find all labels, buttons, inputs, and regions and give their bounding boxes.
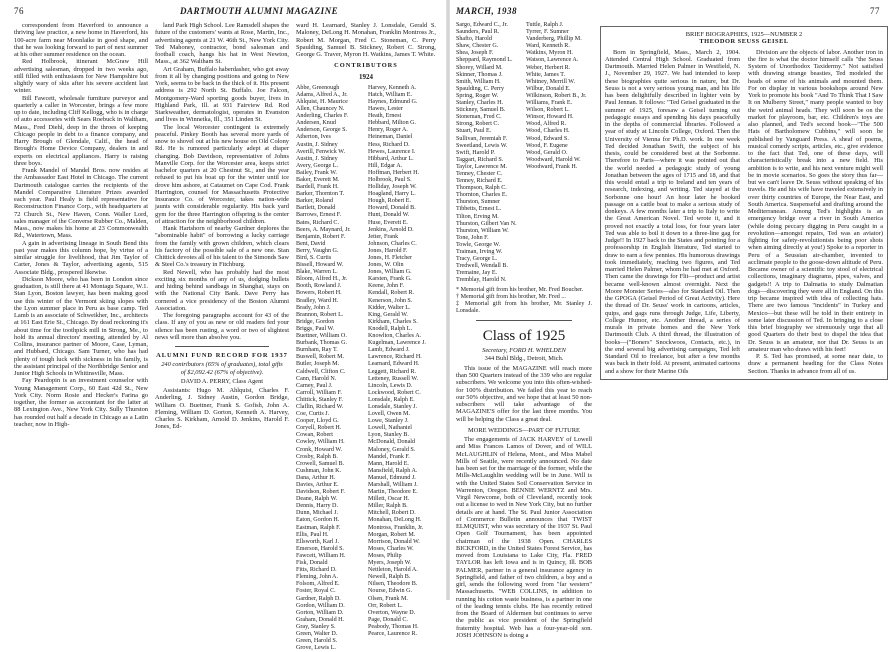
list-item: Lincoln, Lewis D. — [368, 382, 413, 389]
list-item: Henry, Roger A. — [368, 127, 408, 134]
list-item: Davies, Arthur E. — [296, 482, 339, 488]
list-item: Hoagland, Harry L. — [368, 191, 416, 198]
list-item: Sargo, Edward C., Jr. — [456, 22, 508, 28]
list-item: Bird, S. Curtis — [296, 255, 332, 261]
list-item: Harvey, Kenneth A. — [368, 84, 417, 91]
list-item: Jetter, Frank — [368, 233, 399, 240]
list-item: Huse, Everett E. — [368, 219, 408, 226]
secretary-address: 344 Buhl Bldg., Detroit, Mich. — [484, 354, 564, 362]
fund-record-heading: ALUMNI FUND RECORD FOR 1937 — [156, 352, 288, 359]
paragraph: The foregoing paragraphs account for 43 of the class. If any of you as new or old readers fed your silence has been rusting, a word or two of slightest news will more than absolve you. — [155, 312, 289, 341]
list-item: Moses, Charles W. — [368, 545, 414, 552]
list-item: Crowell, Samuel B. — [296, 460, 345, 467]
paragraph: land Park High School. Lee Ramsdell shapes the future of the customers' wants at Rose, Martin, Inc., advertising agents at 21 W. 46th St., New York City. Ted Mahoney, contractor, bond salesman and football coach, hangs his hat in West Newton, Mass., at 362 Waltham St. — [155, 22, 289, 66]
list-item: Briggs, Paul W. — [296, 325, 335, 332]
list-item: Vanderberg, Phillip M. — [526, 36, 582, 43]
paragraph: The engagements of JACK HARVEY of Lowell and Miss Frances Lamos of Dover, and of WILL McLAUGHLIN of Helena, Mont., and Miss Mabel Mills of Seattle, were recently announced. No date has been set for the marriage of the former, while the Mills-McLaughlin wedding will be in June. Will is with the United States Soil Conservation Service in Warrenton, Oregon. BENNIE WERNTZ and Mrs. Virgil Newcome, both of Cleveland, recently took out a license to wed in New York City, but no further details are at hand. The St. Paul Junior Association of Commerce Bulletin announces that TWIST ELMQUIST, who was secretary of the 1937 St. Paul Open Golf Tournament, has been appointed chairman of the 1938 Open. CHARLES BICKFORD, in the United States Forest Service, has moved from Louisiana to Lake City, Fla. FRED TAYLOR has left Iowa and is in Quincy, Ill. BOB PALMER, partner in a general insurance agency in Springfield, and father of two children, a boy and a girl, sends the following word from "far western" Massachusetts. "WEB COLLINS, in addition to running his cotton waste business, is a partner in one of the leading tennis clubs. He has recently retired from the Board of Aldermen but continues to serve the public as vice president of the Springfield fraternity hospital. Web has a four-year-old son. JOSH JOHNSON is doing a — [456, 436, 592, 639]
list-item: Tyrrer, F. Sumner — [526, 29, 569, 36]
list-item: Bissell, Howard W. — [296, 262, 344, 269]
right-biography-area — [600, 22, 888, 596]
list-item: Fleming, John A. — [296, 574, 338, 581]
list-item: Stuart, Paul E. — [456, 128, 492, 135]
list-item: Monahan, DeLong H. — [368, 517, 422, 524]
list-item: Cowan, Robert — [296, 432, 333, 439]
page-number: 76 — [14, 6, 24, 16]
list-item: Emerson, Harold S. — [296, 545, 345, 552]
list-item: Crosby, Ralph B. — [296, 453, 338, 460]
list-item: Lonsdale, Stanley J. — [368, 403, 418, 410]
paragraph: Division are the objects of labor. Another iron in the fire is what the doctor himself calls "the Seuss System of Unorthodox Taxidermy." Not satisfied with drawing strange beasties, Ted modeled the heads of some of his animals and mounted them. For on display in various bookshops around New York to promote his book "And To Think That I Saw It on Mulberry Street," many people wanted to buy the weird animal heads. They will soon be on the market for playroom, bar, etc. Children's toys are also planned, and Ted's second book—"The 500 Hats of Bartholomew Cubbins," will soon be published by Vanguard Press. A sheaf of poems, musical comedy scripts, articles, etc., give evidence to the fact that Ted, one of these days, will characteristically break into a new field. His ambition is to write, and his next venture might well be in movie scenarios. So goes the story thus far—but we can't leave Dr. Seuss without speaking of his travels. He and his wife have traveled extensively in over thirty countries of Europe, the Near East, and South America. Suspenseful and drafting around the Mediterranean. Among Ted's highlights is an emergency bridge over a river in South America (while doing peccary digging in Peru caught in a revolution—amongst repairs, Ted was an aviator) fighting for safety-revolutionists being poor shots when aiming directly at you!) Spoke to a reporter in Peru of a Seussian air-chamber, invented to acclimate people to the goose-down altitude of Peru. Became owner of a scientific toy stool of electrical collections, imaginary diagrams, pipes, valves, and gadgets!! A trip to Dalmatia to study Dalmatian dogs—discovering they were all in England. On this trip became inspired with idea of collecting hats. There are two famous "incidents" in Turkey and Mexico—but these will be told in their entirety in some later discussion of Ted. In bringing to a close this brief biography we strenuously urge that all good Quarters do their best to dispel the idea that Dr. Seuss is an amateur, nor that Dr. Seuss is an amateur man who draws with his feet! — [748, 48, 884, 353]
running-title: DARTMOUTH ALUMNI MAGAZINE — [180, 6, 339, 16]
list-item: Mansfield, Ralph A. — [368, 467, 418, 474]
list-item: Tremblay, Harold N. — [456, 277, 507, 284]
list-item: Sullivan, Jeremiah F. — [456, 135, 508, 142]
list-item: Barker, Roland — [296, 198, 333, 205]
list-item: Olsen, Frank M. — [368, 595, 408, 602]
list-item: Baker, Everett M. — [296, 176, 340, 183]
list-item: Caldwell, Clifton C. — [296, 368, 346, 375]
left-column-1 — [14, 22, 148, 596]
biography-series-heading: BRIEF BIOGRAPHIES, 1925—NUMBER 2 — [685, 31, 803, 38]
list-item: Brady, John J. — [296, 304, 331, 311]
list-item: Ward, Kenneth R. — [526, 43, 570, 50]
list-item: Moses, Philip — [368, 552, 402, 559]
list-item: Kugelman, Lawrence J. — [368, 340, 426, 347]
list-item: Sheppard, Raymond L. — [456, 57, 513, 64]
list-item: Dunn, Michael J. — [296, 510, 338, 517]
list-item: Averill, Fenwick W. — [296, 148, 345, 155]
list-item: Spring, Roger W. — [456, 92, 499, 99]
list-item: Tilton, Erving M. — [456, 213, 499, 220]
list-item: Overton, Wayne D. — [368, 609, 416, 616]
list-item: Weber, Herbert R. — [526, 64, 571, 71]
list-item: Bowers, Robert H. — [296, 290, 342, 297]
list-item: Thurston, Sumner — [456, 199, 501, 206]
list-item: Cronk, Howard W. — [296, 446, 343, 453]
page-number: 77 — [870, 6, 880, 16]
contributors-heading: CONTRIBUTORS — [334, 62, 398, 70]
list-item: Hoffman, Herbert H. — [368, 169, 419, 176]
list-item: Hibbard, Arthur L. — [368, 155, 414, 162]
list-item: Tuttle, Ralph J. — [526, 22, 564, 28]
list-item: Stickney, Samuel B. — [456, 107, 506, 114]
contributors-column-a — [296, 85, 364, 652]
list-item: Green, Harold S. — [296, 638, 338, 645]
list-item: Hawes, Lester — [368, 106, 403, 113]
class-secretary: Secretary, FORD H. WHELDEN — [482, 347, 566, 355]
biography-subject: THEODOR SEUSS GEISEL — [699, 38, 789, 46]
paragraph: Art Graham, Buffalo haberdasher, who got away from it all by changing positions and going to New York, seems to be back in the thick of it. His present address is 292 North St. Buffalo. Joe Falcon, Montgomery-Ward sporting goods buyer, lives in Highland Park, Ill. at 931 Fairview Rd. Rod Starkweather, dermatologist, operates in Evanston and lives in Winnetka, Ill., 351 Linden St. — [155, 65, 289, 124]
list-item: Stoneman, Fred C. — [456, 114, 502, 121]
divider — [175, 346, 269, 347]
list-item: Orr, Robert L. — [368, 602, 403, 609]
list-item: Lowell, Nathaniel — [368, 425, 412, 432]
list-item: Green, Walter D. — [296, 630, 338, 637]
paragraph: Born in Springfield, Mass., March 2, 1904. Attended Central High School. Graduated from Dartmouth. Married Helen Palmer in Westfield, N. J., November 29, 1927. We had intended to keep these biographies quite serious in nature, but Dr. Seuss is not a very serious young man, and his life has been delightfully described in lighter vein by Paul Jennan. It follows: "Ted Geisel graduated in the summer of 1925, foresaw a Geisel turning out pedagogic essays and spending his days peacefully in the depths of commercial libraries. Followed a year of study at Lincoln College, Oxford. Then the University of Vienna for Ph.D. work. In one week Ted decided Jonathan Swift, the subject of his thesis, could be considered best at the Sorbonne. Therefore to Paris—where it was pointed out that the world needed a pedagogic study of young Jonathan between the ages of 1715 and 18, and that this would entail a trip to Ireland and ten years of research, indexing, and writing. Ted stayed at the Sorbonne one hour! An hour later he booked passage on a cattle boat to make a serious study of donkeys. A few months later a trip to Italy to write the Great American Novel. Ted wrote it, and it proved not exactly a total loss, for four years later Ted was able to boil it down to a three-line gag for Judge!! In 1927 back to the States and pointing for a professorship in English literature, Ted started to draw to earn a few pennies. His humorous drawings took immediately, reaching two figures, and Ted married Helen Palmer, whom he had met at Oxford. Then came the drawings for Flit—product and artist became well-known almost overnight. Next the Moore Monster Series—also for Standard Oil. Then the GPOGA (Geisel Period of Great Activity). Here the thread of Dr. Seuss' work in cartoons, articles, quips, and gags runs through Judge, Life, Liberty, College Humor, etc. Another thread, a series of murals in private homes and the New York Dartmouth Club. A third thread, the illustration of books—("Boners" Snockwoos, Contacts, etc.), in the end several big advertising campaigns, Ted left Standard Oil to freelance, but after a few months was back in their fold. At present, animated cartoons and a show for their Marine Oils — [605, 48, 740, 375]
list-item: Woodward, Frank H. — [526, 163, 578, 170]
list-item: Mitchell, Robert D. — [368, 510, 416, 517]
left-page-header — [0, 6, 446, 20]
list-item: Holliday, Joseph W. — [368, 184, 417, 191]
divider — [476, 320, 572, 321]
list-item: Lockwood, Robert C. — [368, 389, 421, 396]
list-item: Grove, Lewis L. — [296, 645, 336, 652]
list-item: Wilbur, Donald E. — [526, 85, 571, 92]
list-item: Tibbetts, Ernest L. — [456, 206, 502, 213]
list-item: Saunders, Paul R. — [456, 29, 500, 36]
list-item: Miller, Ralph B. — [368, 503, 408, 510]
list-item: Lowe, Stanley J. — [368, 418, 409, 425]
list-item: Cooper, Lloyd G. — [296, 418, 339, 425]
list-item: Lovell, Owen M. — [368, 411, 410, 418]
list-item: Wood, Gerald O. — [526, 149, 568, 156]
list-item: Morrison, Donald W. — [368, 538, 420, 545]
list-item: Lawrence, Richard H. — [368, 354, 422, 361]
class-heading: Class of 1925 — [482, 328, 566, 345]
list-item: Jones, W. Olin — [368, 262, 404, 269]
right-page-header — [450, 6, 896, 20]
list-item: Davidson, Robert F. — [296, 489, 345, 496]
list-item: Bardell, Frank H. — [296, 184, 339, 191]
list-item: Jenkins, Arnold D. — [368, 226, 414, 233]
paragraph: Fay Peardopin is an investment counselor with Young Management Corp., 60 East 42d St., New York City. Norm Rosie and Hecker's Farina go together, the former as accountant for the latter at 88 Lexington Ave., New York City. Sully Thurston has rounded out half a decade in Chicago as a Latin teacher, now in High- — [14, 377, 148, 428]
list-item: Keene, John F. — [368, 283, 405, 290]
list-item: Lamb, Edward J. — [368, 347, 410, 354]
list-item: Kenerson, John S. — [368, 297, 413, 304]
list-item: Nettleton, Harold A. — [368, 567, 418, 574]
list-item: Cowley, William H. — [296, 439, 345, 446]
list-item: Lyon, Stanley B. — [368, 432, 409, 439]
list-item: Hill, Edgar A. — [368, 162, 403, 169]
list-item: Wood, Edward S. — [526, 135, 569, 142]
biography-box — [600, 26, 888, 380]
list-item: Carney, Paul J. — [296, 382, 333, 389]
list-item: Watkins, Myron H. — [526, 50, 573, 57]
list-item: Pearce, Laurence R. — [368, 630, 418, 637]
list-item: Gardner, Ralph D. — [296, 595, 341, 602]
list-item: Shafto, Harold — [456, 36, 492, 43]
paragraph: Dickson Moore, who has been in London since graduation, is still there at 41 Montagu Square, W.1. Stan Lyon, Boston lawyer, has been making good use this winter of the Vermont skiing slopes with the Lyon summer place in Peru as base camp. Ted Lamb is an associate of Schweikher, Inc., architects at 161 East Erie St., Chicago. By dead reckoning it's about time for the toothpick mill in Strong, Me., to hold its annual directors' meeting, attended by Al Collins, insurance partner of Moore, Case, Lyman, and Hubbard, Chicago. Sam Turner, who has had plenty of tough luck with sickness in his family, is the assistant principal of the Northbridge Senior and Junior High Schools in Whitinsville, Mass. — [14, 275, 148, 377]
list-item: Tremaine, Jay E. — [456, 270, 498, 277]
list-item: Skinner, Thomas J. — [456, 71, 503, 78]
paragraph: This issue of the MAGAZINE will reach more than 500 Quarters instead of the 339 who are regular subscribers. We welcome you into this often-wished-for 100% distribution. We failed this year to reach our 50% objective, and we hope that at least 50 non-subscribers will take advantage of the MAGAZINE'S offer for the last three months. You will be helping the Class a great deal. — [456, 364, 592, 423]
fund-record-stat: 240 contributors (65% of graduates), total gifts of $2,092.42 (67% of objective). — [161, 361, 283, 376]
list-item: Towle, George W. — [456, 241, 501, 248]
list-item: Lonsdale, Ralph E. — [368, 396, 415, 403]
list-item: Shorey, Willard M. — [456, 64, 503, 71]
list-item: Heineman, Daniel — [368, 134, 413, 141]
paragraph: ward H. Learnard, Stanley J. Lonsdale, Gerald S. Maloney, DeLong H. Monahan, Franklin Montross Jr., Robert M. Morgan, Fred C. Stoneman, C. Perry Spaulding, Samuel B. Stickney, Robert C. Strong, George G. Traver, Myron H. Watkins, James T. White. — [296, 22, 436, 58]
list-item: Beers, A. Maynard, Jr. — [296, 226, 351, 233]
list-item: Bridge, Gordon — [296, 318, 335, 325]
list-item: Burnham, Ray T. — [296, 347, 338, 354]
list-item: Thurston, William W. — [456, 227, 509, 234]
list-item: Kidder, Walter L. — [368, 304, 411, 311]
list-item: Bradley, Ward H. — [296, 297, 339, 304]
list-item: Barker, Thornton T. — [296, 191, 345, 198]
list-item: Tracy, George L. — [456, 256, 498, 263]
list-item: Mandel, Frank F. — [368, 453, 410, 460]
list-item: Wood, Alfred R. — [526, 121, 567, 128]
list-item: Montross, Franklin, Jr. — [368, 524, 424, 531]
list-item: Thurston, Gilbert Van N. — [456, 220, 517, 227]
list-item: † Memorial gift from his brother, Mr. Fred ... — [456, 294, 566, 301]
contributors-list — [296, 85, 436, 652]
list-item: Holbrook, Paul S. — [368, 176, 412, 183]
list-item: Taggart, Richard S. — [456, 156, 504, 163]
list-item: Letteney, Russell W. — [368, 375, 419, 382]
list-item: Sweetland, Lewis W. — [456, 142, 508, 149]
list-item: Bailey, Frank W. — [296, 169, 337, 176]
list-item: Learnard, Edward H. — [368, 361, 420, 368]
list-item: Knowlton, Charles A. — [368, 333, 422, 340]
memorial-notes — [456, 287, 592, 315]
list-item: Martin, Theodore E. — [368, 489, 418, 496]
list-item: Atherton, Ives — [296, 134, 331, 141]
contributors-list-continued — [456, 22, 592, 284]
list-item: Nilsen, Theodore B. — [368, 581, 418, 588]
list-item: Booth, Rowland J. — [296, 283, 342, 290]
list-item: Maloney, Gerald S. — [368, 446, 416, 453]
list-item: Woodward, Harold W. — [526, 156, 581, 163]
list-item: Page, Donald C. — [368, 616, 408, 623]
list-item: Gorton, William D. — [296, 609, 344, 616]
list-item: Bartlett, Donald — [296, 205, 336, 212]
biography-columns — [605, 49, 883, 375]
list-item: Austin, J. Sidney — [296, 141, 338, 148]
list-item: Graham, Donald H. — [296, 616, 345, 623]
paragraph: A gain in advertising lineage in South Bend this past year makes this column hope, by virtue of a similar struggle for livelihood, that Jim Taylor of Carter, Jones & Taylor, advertising agents, 515 Associate Bldg., prospered likewise. — [14, 239, 148, 276]
biography-column-2 — [748, 49, 883, 375]
list-item: Folsom, Alfred E. — [296, 581, 340, 588]
weddings-heading: MORE WEDDINGS—PART OF FUTURE — [468, 426, 580, 434]
list-item: Wilkinson, Robert B., Jr. — [526, 92, 587, 99]
list-item: Foster, Royal C. — [296, 588, 336, 595]
list-item: Winsor, Howard H. — [526, 114, 574, 121]
list-item: Anderson, George S. — [296, 127, 347, 134]
list-item: Wood, F. Eugene — [526, 142, 568, 149]
list-item: Ahlquist, H. Maurice — [296, 98, 348, 105]
list-item: Thornton, Charles E. — [456, 192, 508, 199]
list-item: Williams, Frank E. — [526, 100, 573, 107]
list-item: Knodell, Ralph L. — [368, 325, 413, 332]
list-item: Austin, J. Sidney — [296, 155, 338, 162]
list-item: Wilson, Robert L. — [526, 107, 570, 114]
list-item: Johnson, Charles C. — [368, 240, 417, 247]
list-item: Spaulding, C. Perry — [456, 85, 505, 92]
list-item: Kendall, Robert R. — [368, 290, 415, 297]
list-item: Hewes, Laurence I. — [368, 148, 416, 155]
right-page — [450, 0, 896, 639]
contributors-column-b — [526, 22, 592, 284]
list-item: Hunt, Donald W. — [368, 212, 410, 219]
list-item: Haynes, Edmund G. — [368, 98, 418, 105]
list-item: Fitts, Richard D. — [296, 567, 337, 574]
list-item: Gray, Stanley S. — [296, 623, 336, 630]
list-item: Hess, Richard D. — [368, 141, 410, 148]
list-item: Tenney, Richard E. — [456, 178, 503, 185]
list-item: Marshall, William J. — [368, 482, 418, 488]
list-item: Shaw, Chester G. — [456, 43, 499, 50]
list-item: Shea, Joseph F. — [456, 50, 494, 57]
running-title: MARCH, 1938 — [456, 6, 518, 16]
list-item: Claflin, Richard W. — [296, 403, 344, 410]
list-item: King, Gerald W. — [368, 311, 408, 318]
list-item: Coryell, Robert H. — [296, 425, 342, 432]
list-item: Brannon, Robert L. — [296, 311, 344, 318]
paragraph: Red Holbrook, itinerant McGraw Hill advertising salesman, dropped in two weeks ago, still filled with enthusiasm for New Hampshire but slightly wary of skis after his severe accident last winter. — [14, 58, 148, 95]
list-item: Strong, Robert C. — [456, 121, 499, 128]
list-item: Leggett, Richard R. — [368, 368, 417, 375]
list-item: Ellis, Paul H. — [296, 531, 329, 538]
list-item: Heath, Ernest — [368, 113, 402, 120]
list-item: * Memorial gift from his brother, Mr. Fred Boucher. — [456, 287, 584, 294]
left-column-3 — [296, 22, 436, 652]
list-item: Peabody, Thomas H. — [368, 623, 419, 630]
list-item: McDonald, Donald — [368, 439, 416, 446]
contributors-column-b — [368, 85, 436, 652]
class-agent-signature: DAVID A. PERRY, Class Agent — [180, 377, 264, 385]
list-item: Avery, George L. — [296, 162, 339, 169]
list-item: Thompson, Ralph C. — [456, 185, 507, 192]
list-item: Dennis, Harry D. — [296, 503, 338, 510]
list-item: Deane, Ralph W. — [296, 496, 338, 503]
list-item: Stanley, Charles H. — [456, 100, 503, 107]
list-item: Gordon, William D. — [296, 602, 345, 609]
list-item: Buswell, Robert M. — [296, 354, 345, 361]
list-item: Wood, Charles H. — [526, 128, 570, 135]
list-item: Bloom, Alfred H., Jr. — [296, 276, 348, 283]
list-item: Fisk, Donald — [296, 560, 328, 567]
list-item: Bent, David — [296, 240, 326, 247]
left-page — [0, 0, 446, 652]
list-item: Tone, John F. — [456, 234, 489, 241]
right-column-1 — [456, 22, 592, 639]
list-item: Jones, William G. — [368, 269, 412, 276]
paragraph: Frank Mandel of Mandel Bros. now resides at the Ambassador East Hotel in Chicago. The current Dartmouth catalogue carries the recipients of the Mandel Comparative Literature Prizes awarded each year. Paul Healy is field representative for Reconstruction Finance Corp., with headquarters at 72 Church St., New Haven, Conn. Waller Lord, sales manager of the Converse Rubber Co., Malden, Mass., now makes his home at 23 Commonwealth Rd., Watertown, Mass. — [14, 167, 148, 240]
list-item: Watson, Lawrence A. — [526, 57, 579, 64]
list-item: Buettner, William O. — [296, 333, 347, 340]
list-item: Kirkham, Charles S. — [368, 318, 418, 325]
list-item: Berry, Vaughn G. — [296, 247, 339, 254]
list-item: Nourse, Edwin G. — [368, 588, 413, 595]
list-item: Carroll, William F. — [296, 389, 342, 396]
list-item: Whitney, Merrill W. — [526, 78, 576, 85]
list-item: Adams, Alfred A., Jr. — [296, 91, 348, 98]
list-item: Fawcett, William H. — [296, 552, 346, 559]
list-item: Smith, William H. — [456, 78, 501, 85]
list-item: Eaton, Gordon H. — [296, 517, 340, 524]
list-item: Chittick, Stanley F. — [296, 396, 343, 403]
list-item: Anderling, Charles F. — [296, 113, 349, 120]
paragraph: correspondent from Haverford to announce a thriving law practice, a new home in Haverford, his 100-acre farm near Moonlaike in good shape, and that he was looking forward to part of next summer at his other summer residence on the ocean. — [14, 22, 148, 58]
list-item: Cann, Harold N. — [296, 375, 337, 382]
list-item: Abbe, Greenough — [296, 84, 340, 91]
list-item: Benjamin, Robert F. — [296, 233, 346, 240]
list-item: Taylor, Lawrence M. — [456, 163, 508, 170]
list-item: Dana, Arthur H. — [296, 474, 336, 481]
paragraph: Hank Hartshorn of nearby Gardner deplores the "abominable habit" of borrowing a lucky carriage from the family with grown children, which clears his factory of the possible sale of a new one. Stan Chittick devotes all of his talent to the Simonds Saw & Steel Co.'s treasury in Fitchburg. — [155, 225, 290, 269]
list-item: Allen, Chauncey N. — [296, 106, 345, 113]
list-item: Eastman, Ralph F. — [296, 524, 341, 531]
list-item: Bates, Richard C. — [296, 219, 339, 226]
list-item: Hough, Robert E. — [368, 198, 411, 205]
list-item: Butler, Joseph M. — [296, 361, 340, 368]
list-item: Cushman, John K. — [296, 467, 342, 474]
list-item: Jones, Harold F. — [368, 247, 408, 254]
list-item: Andersen, Knud — [296, 120, 336, 127]
list-item: Hatch, William E. — [368, 91, 412, 98]
left-column-2 — [155, 22, 289, 596]
list-item: Hebbard, Milton G. — [368, 120, 417, 127]
list-item: Burbank, Thomas G. — [296, 340, 348, 347]
list-item: Millett, Oscar H. — [368, 496, 410, 503]
list-item: Blake, Warren L. — [296, 269, 338, 276]
list-item: Barrows, Ernest F. — [296, 212, 342, 219]
fund-assistants: Assistants: Hugo M. Ahlquist, Charles F. Anderling, J. Sidney Austin, Gordon Bridge, William O. Buettner, Frank S. Gofish, John A. Fleming, William D. Gorton, Kenneth A. Harvey, Charles S. Kirkham, Arnold D. Jenkins, Harold F. Jones, Ed- — [155, 387, 289, 431]
paragraph: Red Newell, who has probably had the most exciting six months of any of us, dodging bullets and hiding behind sandbags in Shanghai, stays on with the National City Bank. Dave Perry has cornered a vice presidency of the Boston Alumni Association. — [155, 268, 289, 312]
list-item: Manuel, Edmund J. — [368, 474, 416, 481]
biography-column-1 — [605, 49, 740, 375]
list-item: Newell, Ralph B. — [368, 574, 411, 581]
list-item: White, James T. — [526, 71, 566, 78]
paragraph: P. S. Ted has promised, at some near date, to draw a permanent heading for the Class Notes Section. Thanks in advance from all of us. — [748, 353, 883, 375]
paragraph: Bill Fawcett, wholesale furniture purveyor and quarterly a caller in Worcester, brings a few more up to date, including Cliff Kellogg, who is in charge of auto accessories with Sears Roebuck in Waltham, Mass., Fred Diehl, deep in the throes of keeping Chicago people in debt to a finance company, and Harry Brough of Glendale, Calif., the head of Brough's Home Device Company, dealers in and experts on electrical appliances. Harry is raising three boys. — [14, 94, 148, 167]
list-item: Jones, H. Fletcher — [368, 255, 413, 261]
list-item: Morgan, Robert M. — [368, 531, 416, 538]
list-item: Howard, Donald B. — [368, 205, 416, 212]
list-item: Coe, Curtis J. — [296, 411, 330, 418]
list-item: Swift, Harold P. — [456, 149, 495, 156]
list-item: Mann, Harold E. — [368, 460, 409, 467]
paragraph: The local Worcester contingent is extremely peaceful. Pinkey Booth has several more yards of snow to shovel out at his new house on Old Colony Rd. He is rumored particularly adept at diaper changing. Bob Davidson, representative of Johns Manville Corp. for the Worcester area, keeps strict bachelor quarters at 20 Chestnut St., and the year refused to put his boat up for the winter until ice drove him ashore, at Cataumet on Cape Cod. Frank Harrington, counsel for Massachusetts Protective Insurance Co. of Worcester, takes nation-wide jaunts with considerable regularity. His back yard gym for the three Harrington offspring is the center of attraction for the neighborhood children. — [155, 123, 289, 225]
contributors-year: 1924 — [359, 72, 373, 81]
list-item: Myers, Joseph W. — [368, 560, 412, 567]
list-item: Traiman, Irving W. — [456, 249, 503, 255]
list-item: Tredwell, Wendall B. — [456, 263, 508, 270]
contributors-column-a — [456, 22, 522, 284]
list-item: Ellsworth, Karl J. — [296, 538, 339, 545]
list-item: Tenney, Chester C. — [456, 170, 503, 177]
list-item: ‡ Memorial gift from his brother, Mr. Stanley J. Lonsdale. — [456, 301, 592, 315]
list-item: Karsten, Frank G. — [368, 276, 412, 283]
